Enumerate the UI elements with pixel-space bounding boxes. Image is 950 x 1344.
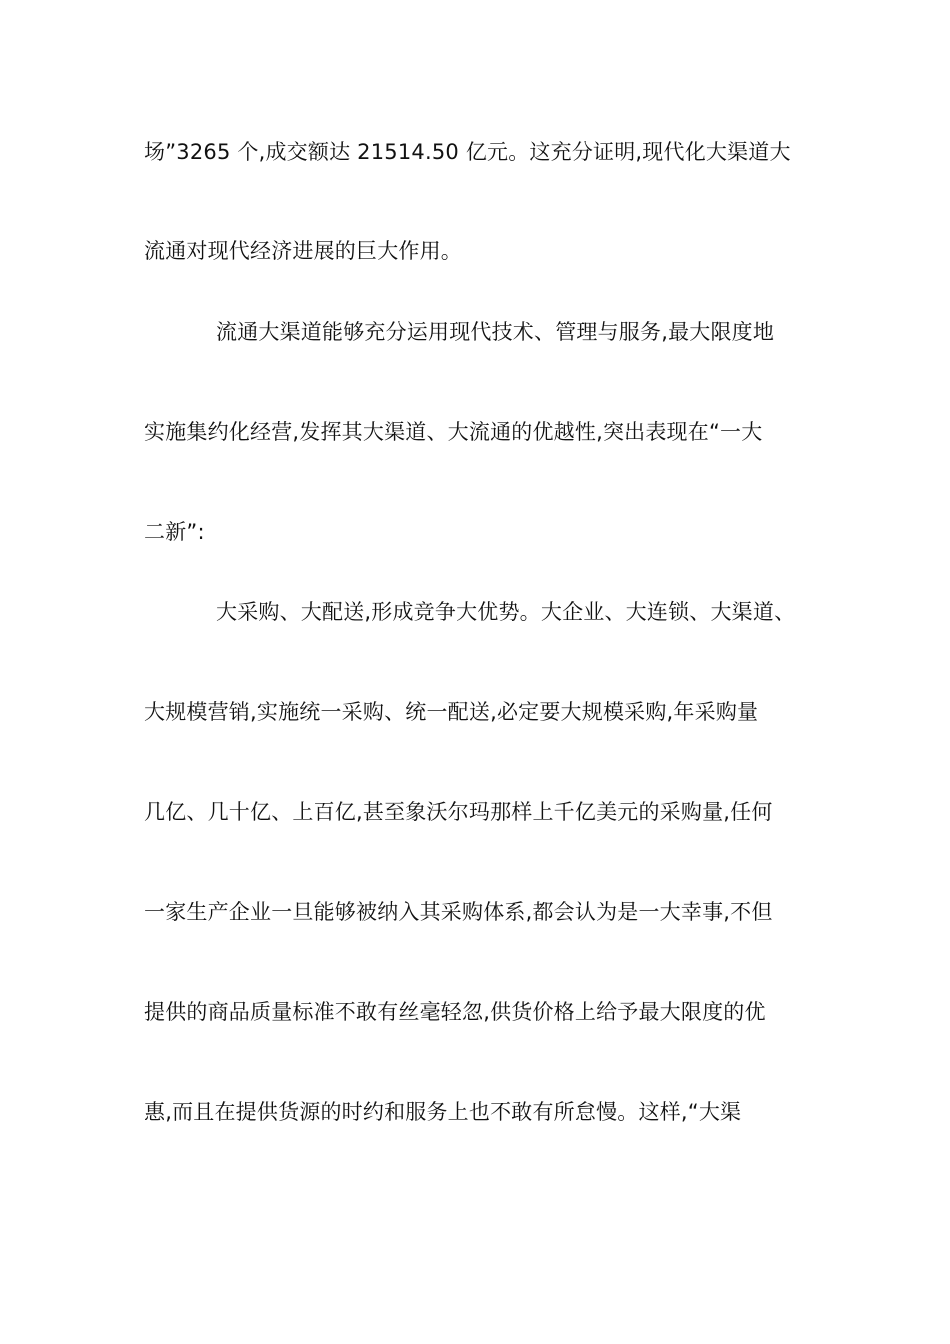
text-line: 惠,而且在提供货源的时约和服务上也不敢有所怠慢。这样,“大渠 <box>144 1100 742 1124</box>
text-line: 一家生产企业一旦能够被纳入其采购体系,都会认为是一大幸事,不但 <box>144 900 773 924</box>
text-line: 几亿、几十亿、上百亿,甚至象沃尔玛那样上千亿美元的采购量,任何 <box>144 800 773 824</box>
text-line: 提供的商品质量标准不敢有丝毫轻忽,供货价格上给予最大限度的优 <box>144 1000 766 1024</box>
text-line: 流通对现代经济进展的巨大作用。 <box>144 239 462 263</box>
text-line: 实施集约化经营,发挥其大渠道、大流通的优越性,突出表现在“一大 <box>144 420 763 444</box>
paragraph-start-line: 大采购、大配送,形成竞争大优势。大企业、大连锁、大渠道、 <box>216 600 796 624</box>
text-line: 场”3265 个,成交额达 21514.50 亿元。这充分证明,现代化大渠道大 <box>144 140 791 164</box>
paragraph-start-line: 流通大渠道能够充分运用现代技术、管理与服务,最大限度地 <box>216 320 775 344</box>
text-line: 二新”: <box>144 520 205 544</box>
text-line: 大规模营销,实施统一采购、统一配送,必定要大规模采购,年采购量 <box>144 700 759 724</box>
